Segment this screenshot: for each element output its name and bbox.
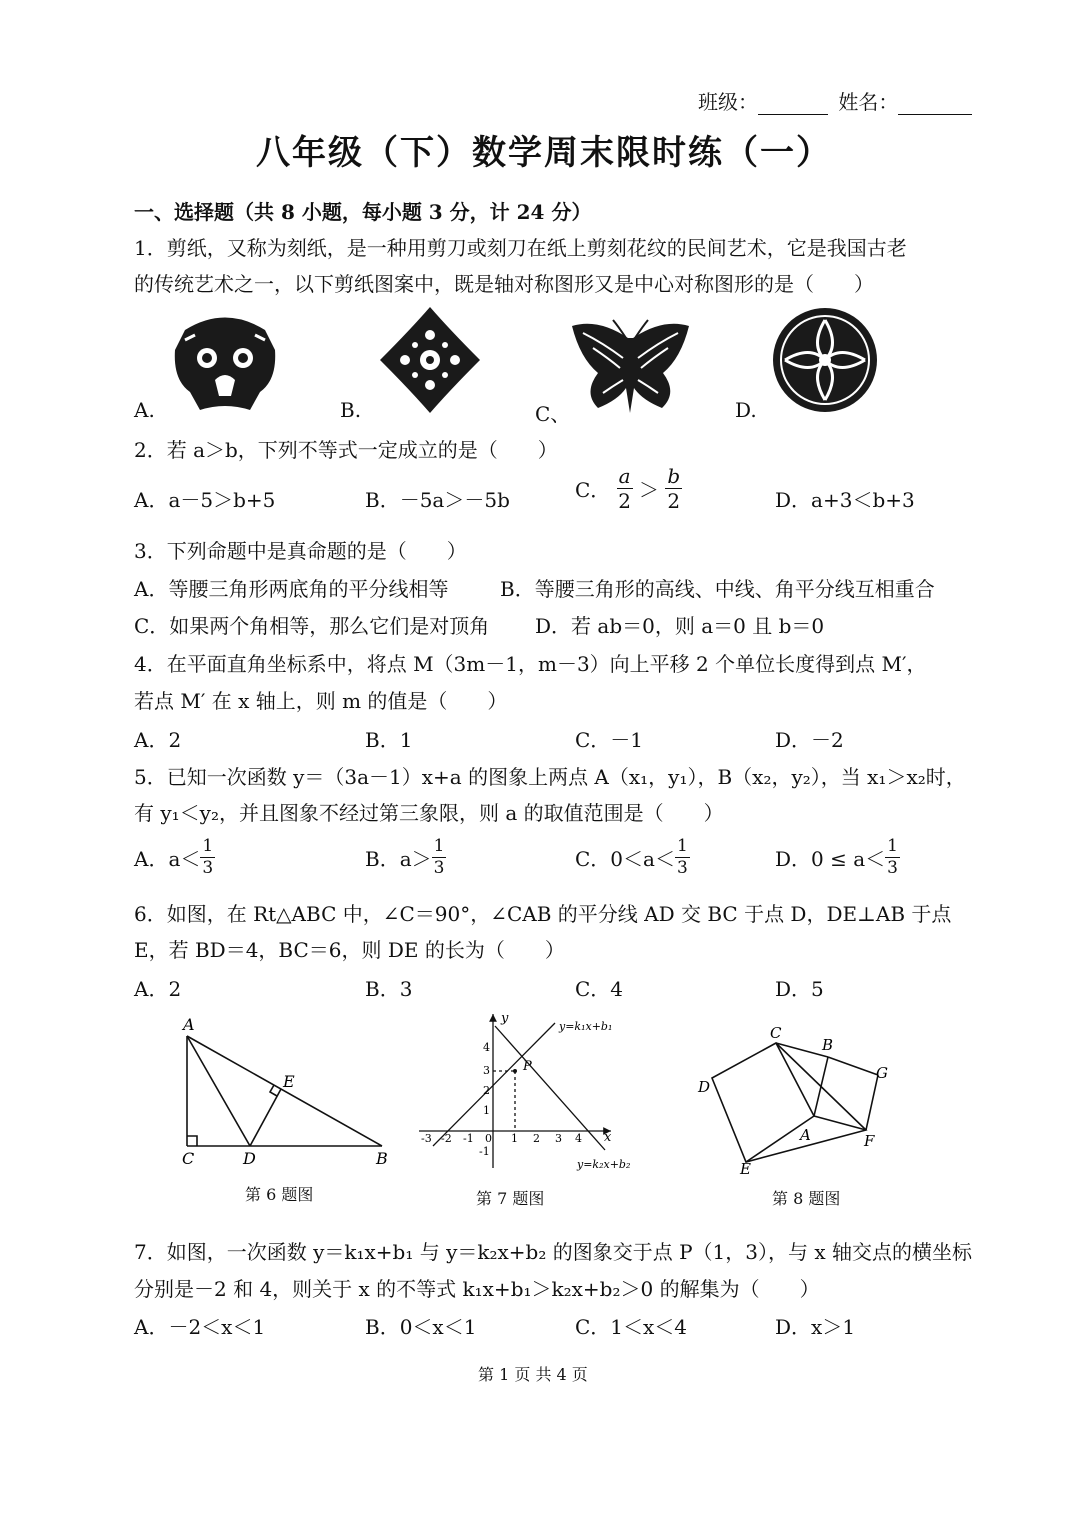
q7-line2: 分别是－2 和 4，则关于 x 的不等式 k₁x+b₁＞k₂x+b₂＞0 的解集为（ ） xyxy=(134,1277,820,1301)
q4-line1: 4．在平面直角坐标系中，将点 M（3m－1，m－3）向上平移 2 个单位长度得到点 M′， xyxy=(134,652,927,676)
q7-line1: 7．如图，一次函数 y＝k₁x+b₁ 与 y＝k₂x+b₂ 的图象交于点 P（1，3），与 x 轴交点的横坐标 xyxy=(134,1240,972,1264)
fig7-caption: 第 7 题图 xyxy=(476,1189,545,1208)
fig6-label-e: E xyxy=(283,1072,295,1091)
figure-6 xyxy=(170,1012,400,1172)
q3-option-b[interactable]: B．等腰三角形的高线、中线、角平分线互相重合 xyxy=(500,577,935,601)
fig7-line2-label: y=k₂x+b₂ xyxy=(577,1158,631,1171)
fig7-xtick: 3 xyxy=(555,1132,562,1145)
q1-option-d[interactable]: D. xyxy=(735,398,757,422)
fig8-label-c: C xyxy=(770,1024,782,1042)
fig7-xtick: -1 xyxy=(463,1132,474,1145)
fig6-label-a: A xyxy=(183,1015,195,1034)
q4-option-d[interactable]: D．－2 xyxy=(775,728,844,752)
q5-option-d[interactable]: D．0 ≤ a＜ $\frac{1}{3}$ xyxy=(775,836,898,878)
fig8-label-f: F xyxy=(864,1132,875,1150)
papercut-d-image xyxy=(770,305,880,415)
class-label: 班级： xyxy=(698,90,758,114)
fig8-label-d: D xyxy=(698,1078,711,1096)
section-heading: 一、选择题（共 8 小题，每小题 3 分，计 24 分） xyxy=(134,200,592,224)
q3-option-d[interactable]: D．若 ab＝0，则 a＝0 且 b＝0 xyxy=(535,614,825,638)
q1-line2: 的传统艺术之一，以下剪纸图案中，既是轴对称图形又是中心对称图形的是（ ） xyxy=(134,272,874,296)
q2-option-c[interactable]: C． $\frac{a}{2}$ ＞ $\frac{b}{2}$ xyxy=(575,464,681,513)
fig7-ytick: 1 xyxy=(483,1104,490,1117)
fig7-point-p: P xyxy=(523,1059,532,1074)
class-blank[interactable] xyxy=(758,96,828,115)
q7-option-d[interactable]: D．x＞1 xyxy=(775,1315,856,1339)
fig6-label-d: D xyxy=(243,1149,256,1168)
q3-option-c[interactable]: C．如果两个角相等，那么它们是对顶角 xyxy=(134,614,490,638)
fig7-xtick: -3 xyxy=(421,1132,432,1145)
fig8-label-e: E xyxy=(740,1160,751,1178)
papercut-a-image xyxy=(165,310,285,415)
name-blank[interactable] xyxy=(898,96,972,115)
fig8-caption: 第 8 题图 xyxy=(772,1189,841,1208)
q2-option-a[interactable]: A．a－5＞b+5 xyxy=(134,488,276,512)
figure-7 xyxy=(415,1008,645,1178)
q6-option-d[interactable]: D．5 xyxy=(775,977,824,1001)
class-field xyxy=(698,86,972,115)
q5-line1: 5．已知一次函数 y＝（3a－1）x+a 的图象上两点 A（x₁，y₁），B（x₂，y₂），当 x₁＞x₂时， xyxy=(134,765,966,789)
q5-line2: 有 y₁＜y₂，并且图象不经过第三象限，则 a 的取值范围是（ ） xyxy=(134,801,724,825)
q3-option-a[interactable]: A．等腰三角形两底角的平分线相等 xyxy=(134,577,449,601)
fig7-xtick: 0 xyxy=(485,1132,492,1145)
page-title: 八年级（下）数学周末限时练（一） xyxy=(256,133,832,173)
q5-option-b[interactable]: B．a＞ $\frac{1}{3}$ xyxy=(365,836,445,878)
q7-option-c[interactable]: C．1＜x＜4 xyxy=(575,1315,688,1339)
fig6-caption: 第 6 题图 xyxy=(245,1185,314,1204)
q7-option-a[interactable]: A．－2＜x＜1 xyxy=(134,1315,266,1339)
fig7-xtick: 4 xyxy=(575,1132,582,1145)
q4-line2: 若点 M′ 在 x 轴上，则 m 的值是（ ） xyxy=(134,689,508,713)
q5-option-c[interactable]: C．0＜a＜ $\frac{1}{3}$ xyxy=(575,836,688,878)
papercut-b-image xyxy=(375,305,485,415)
fig6-label-b: B xyxy=(376,1149,388,1168)
q4-option-c[interactable]: C．－1 xyxy=(575,728,644,752)
q7-option-b[interactable]: B．0＜x＜1 xyxy=(365,1315,477,1339)
q5-option-a[interactable]: A．a＜ $\frac{1}{3}$ xyxy=(134,836,214,878)
fig7-xtick: 1 xyxy=(511,1132,518,1145)
fig7-xtick: -2 xyxy=(441,1132,452,1145)
q1-option-b[interactable]: B. xyxy=(340,398,362,422)
fig7-axis-x: x xyxy=(604,1130,612,1145)
q1-line1: 1．剪纸，又称为刻纸，是一种用剪刀或刻刀在纸上剪刻花纹的民间艺术，它是我国古老 xyxy=(134,236,907,260)
q6-option-c[interactable]: C．4 xyxy=(575,977,624,1001)
fig7-ytick: 2 xyxy=(483,1084,490,1097)
q2-option-c-label: C． xyxy=(575,478,611,502)
q6-option-b[interactable]: B．3 xyxy=(365,977,413,1001)
q2-frac-a: $\frac{a}{2}$ xyxy=(618,464,631,513)
q1-option-c[interactable]: C、 xyxy=(535,402,571,426)
fig7-ytick: -1 xyxy=(479,1145,490,1158)
q2-frac-b: $\frac{b}{2}$ xyxy=(667,464,681,513)
fig7-line1-label: y=k₁x+b₁ xyxy=(559,1020,613,1033)
fig7-ytick: 3 xyxy=(483,1064,490,1077)
fig7-axis-y: y xyxy=(501,1011,509,1026)
q4-option-a[interactable]: A．2 xyxy=(134,728,182,752)
fig8-label-b: B xyxy=(822,1036,834,1054)
figure-8 xyxy=(690,1020,910,1180)
page-number: 第 1 页 共 4 页 xyxy=(478,1365,588,1384)
q6-line1: 6．如图，在 Rt△ABC 中，∠C＝90°，∠CAB 的平分线 AD 交 BC 于点 D，DE⊥AB 于点 xyxy=(134,902,952,926)
fig7-xtick: 2 xyxy=(533,1132,540,1145)
q4-option-b[interactable]: B．1 xyxy=(365,728,413,752)
papercut-c-image xyxy=(568,318,693,418)
q2-stem: 2．若 a＞b，下列不等式一定成立的是（ ） xyxy=(134,438,558,462)
fig8-label-a: A xyxy=(800,1126,811,1144)
q6-option-a[interactable]: A．2 xyxy=(134,977,182,1001)
name-label: 姓名： xyxy=(838,90,899,114)
q1-option-a[interactable]: A. xyxy=(134,398,155,422)
q6-line2: E，若 BD＝4，BC＝6，则 DE 的长为（ ） xyxy=(134,938,565,962)
q2-option-b[interactable]: B．－5a＞－5b xyxy=(365,488,510,512)
fig8-label-g: G xyxy=(876,1064,888,1082)
fig7-ytick: 4 xyxy=(483,1041,490,1054)
q3-stem: 3．下列命题中是真命题的是（ ） xyxy=(134,539,467,563)
fig6-label-c: C xyxy=(182,1149,195,1168)
q2-option-d[interactable]: D．a+3＜b+3 xyxy=(775,488,915,512)
